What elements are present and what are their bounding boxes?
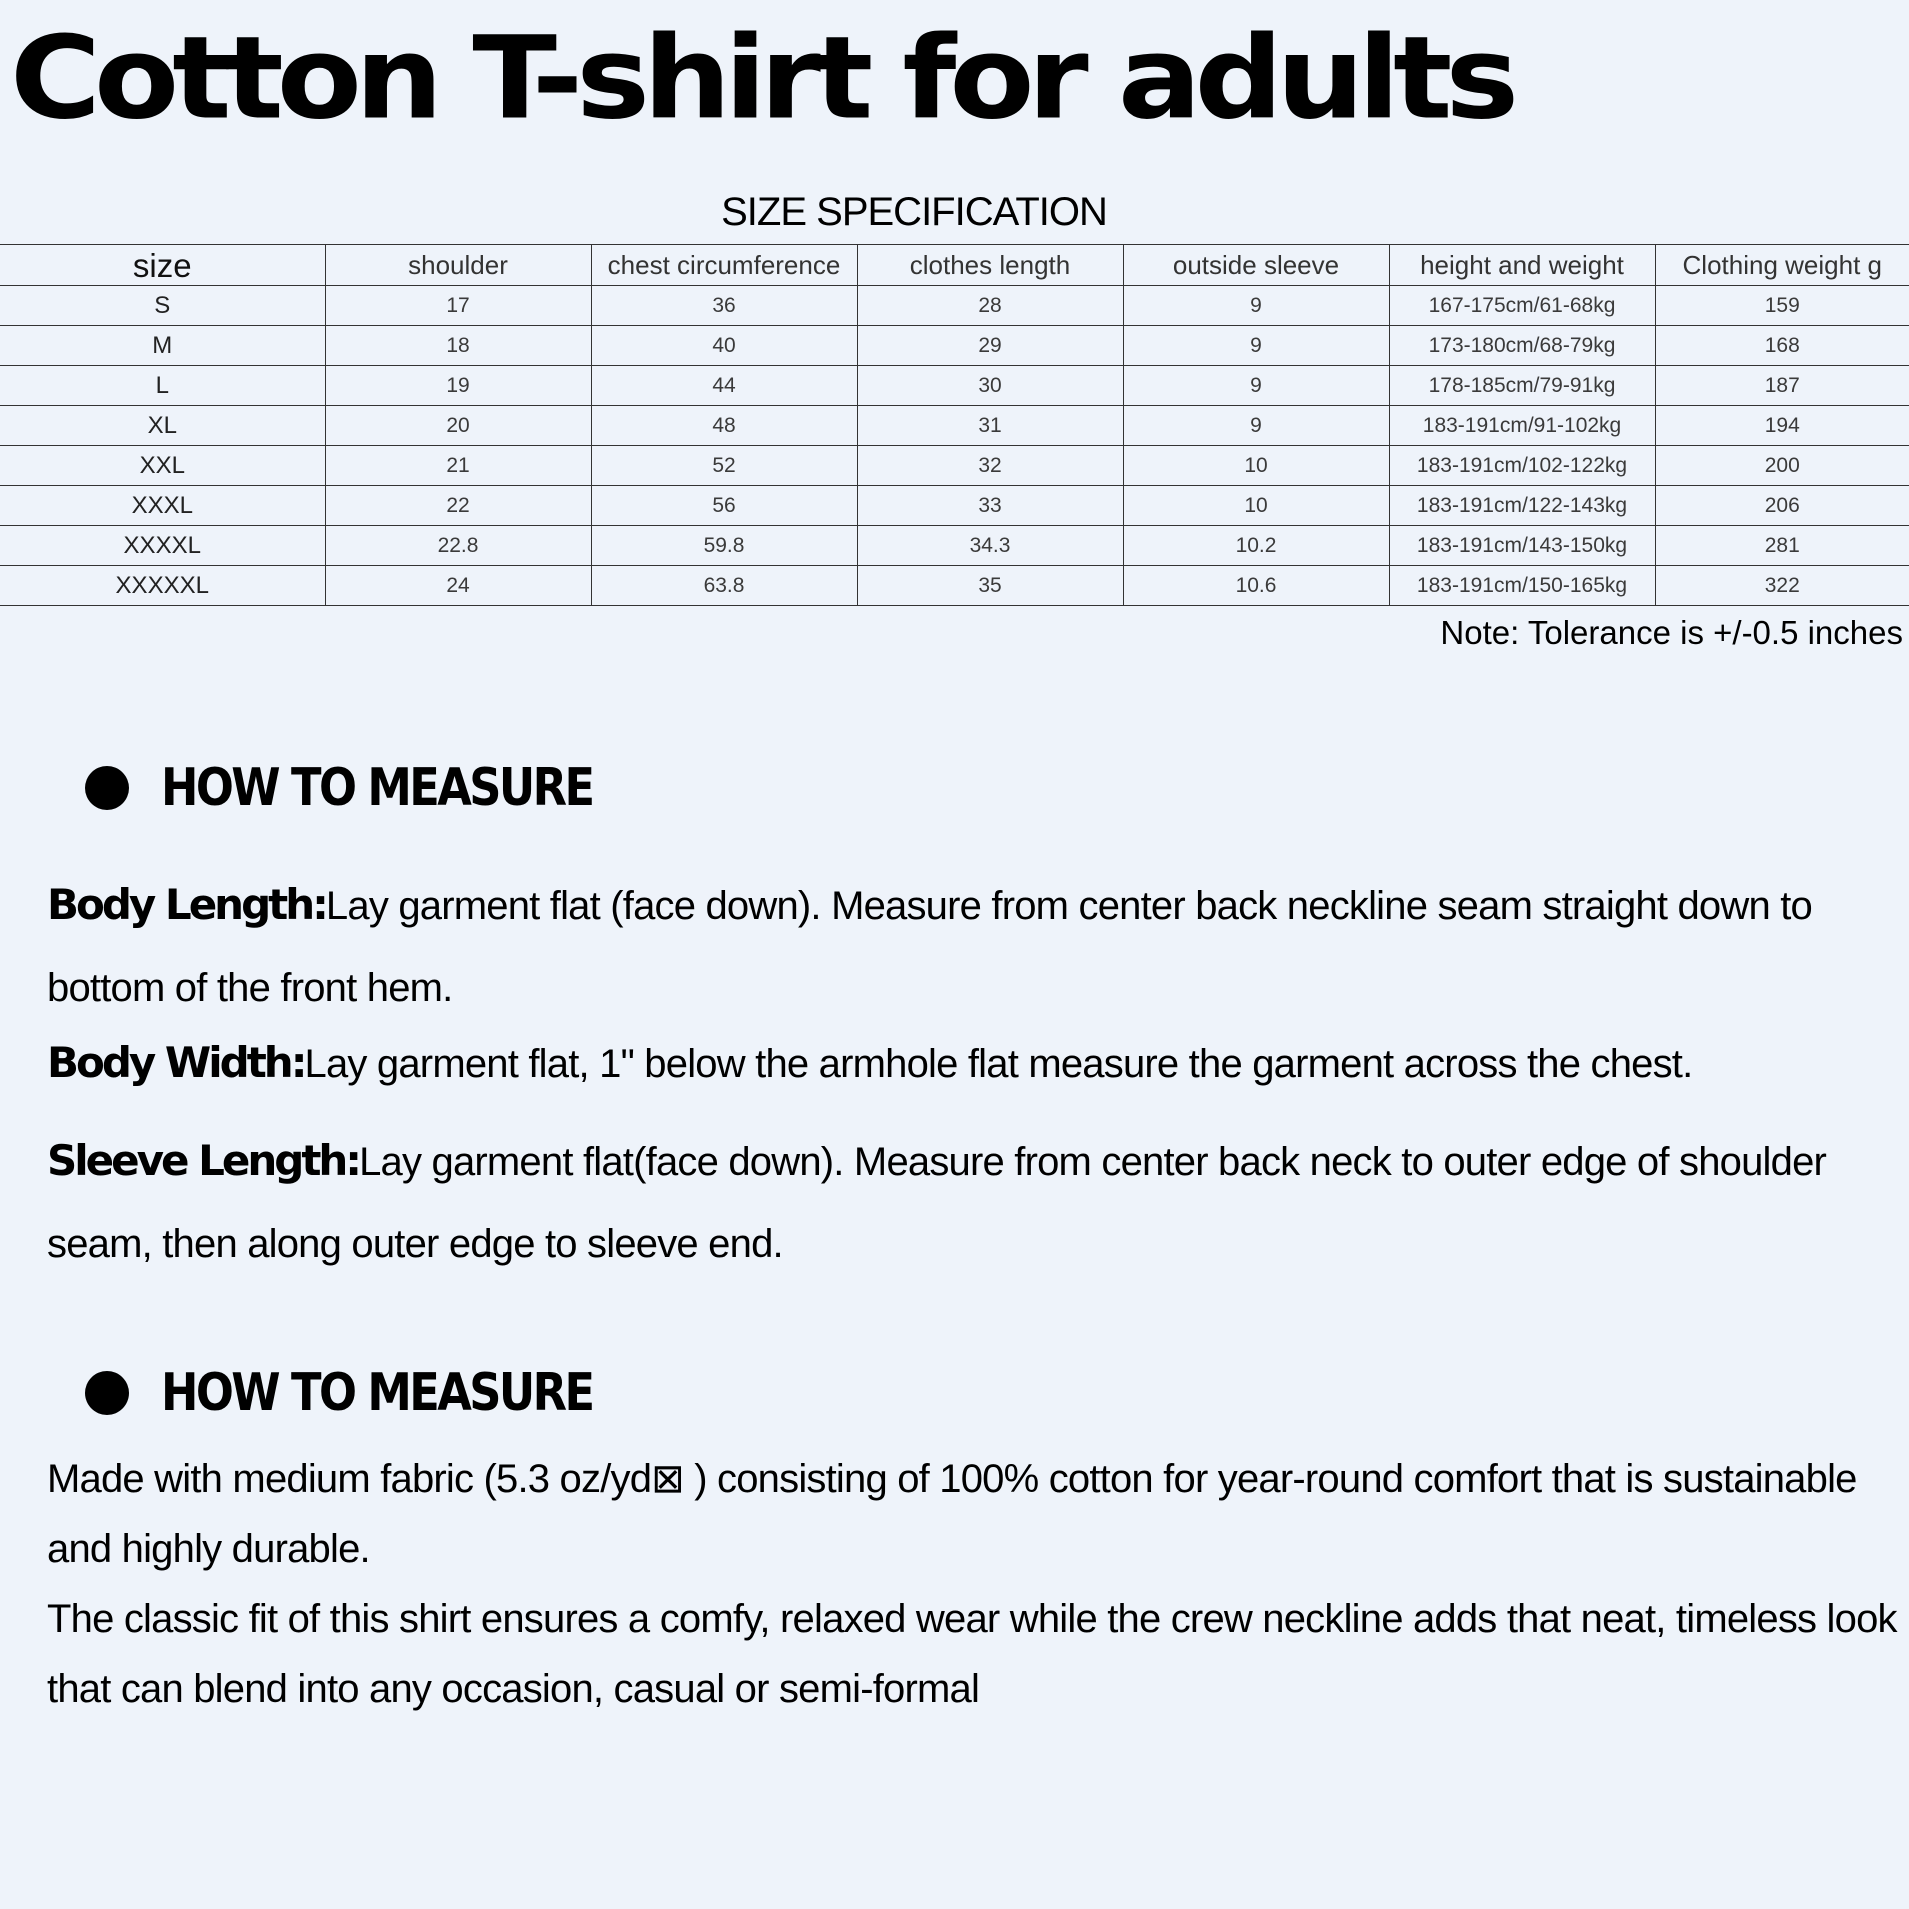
table-cell: 21 xyxy=(325,446,591,486)
fabric-description: Made with medium fabric (5.3 oz/yd⊠ ) consisting of 100% cotton for year-round comfort that is sustainable and highly durable. xyxy=(47,1457,1857,1571)
table-cell: 63.8 xyxy=(591,566,857,606)
table-cell: 30 xyxy=(857,366,1123,406)
section-heading-text: HOW TO MEASURE xyxy=(161,1363,593,1423)
table-cell: 32 xyxy=(857,446,1123,486)
table-cell: 281 xyxy=(1655,526,1909,566)
body-width-label: Body Width: xyxy=(47,1038,305,1087)
table-cell: 10.6 xyxy=(1123,566,1389,606)
table-cell: 20 xyxy=(325,406,591,446)
table-cell: 35 xyxy=(857,566,1123,606)
table-cell: 56 xyxy=(591,486,857,526)
table-cell: 10 xyxy=(1123,446,1389,486)
size-cell: S xyxy=(0,286,325,326)
sleeve-length-text: Lay garment flat(face down). Measure from center back neck to outer edge of shoulder seam, then along outer edge to sleeve end. xyxy=(47,1140,1827,1266)
table-cell: 206 xyxy=(1655,486,1909,526)
table-cell: 194 xyxy=(1655,406,1909,446)
size-specification-table xyxy=(0,244,1909,606)
table-cell: 183-191cm/122-143kg xyxy=(1389,486,1655,526)
body-length-text: Lay garment flat (face down). Measure from center back neckline seam straight down to bottom of the front hem. xyxy=(47,884,1812,1010)
table-cell: 22 xyxy=(325,486,591,526)
section-heading-text: HOW TO MEASURE xyxy=(161,758,593,818)
table-cell: 10.2 xyxy=(1123,526,1389,566)
body-length-label: Body Length: xyxy=(47,880,326,929)
table-cell: 183-191cm/102-122kg xyxy=(1389,446,1655,486)
table-cell: 173-180cm/68-79kg xyxy=(1389,326,1655,366)
table-cell: 9 xyxy=(1123,286,1389,326)
table-cell: 9 xyxy=(1123,406,1389,446)
column-header: chest circumference xyxy=(591,245,857,286)
column-header: size xyxy=(0,245,325,286)
table-cell: 22.8 xyxy=(325,526,591,566)
table-cell: 33 xyxy=(857,486,1123,526)
body-width-text: Lay garment flat, 1" below the armhole flat measure the garment across the chest. xyxy=(304,1042,1693,1086)
table-row xyxy=(0,326,1909,366)
table-cell: 24 xyxy=(325,566,591,606)
table-cell: 9 xyxy=(1123,366,1389,406)
table-row xyxy=(0,286,1909,326)
size-cell: XL xyxy=(0,406,325,446)
table-cell: 159 xyxy=(1655,286,1909,326)
table-cell: 48 xyxy=(591,406,857,446)
table-cell: 10 xyxy=(1123,486,1389,526)
table-cell: 18 xyxy=(325,326,591,366)
size-cell: XXXL xyxy=(0,486,325,526)
how-to-measure-heading xyxy=(85,1363,663,1423)
fit-description: The classic fit of this shirt ensures a comfy, relaxed wear while the crew neckline adds that neat, timeless look that can blend into any occasion, casual or semi-formal xyxy=(47,1597,1897,1711)
size-cell: XXXXL xyxy=(0,526,325,566)
size-cell: M xyxy=(0,326,325,366)
table-cell: 9 xyxy=(1123,326,1389,366)
table-row xyxy=(0,526,1909,566)
table-cell: 322 xyxy=(1655,566,1909,606)
table-caption: SIZE SPECIFICATION xyxy=(721,190,1107,234)
table-cell: 183-191cm/91-102kg xyxy=(1389,406,1655,446)
page-title: Cotton T-shirt for adults xyxy=(10,12,1513,146)
bullet-icon xyxy=(85,766,129,810)
column-header: Clothing weight g xyxy=(1655,245,1909,286)
column-header: height and weight xyxy=(1389,245,1655,286)
bullet-icon xyxy=(85,1371,129,1415)
table-row xyxy=(0,366,1909,406)
size-cell: XXXXXL xyxy=(0,566,325,606)
table-cell: 187 xyxy=(1655,366,1909,406)
table-cell: 29 xyxy=(857,326,1123,366)
table-cell: 44 xyxy=(591,366,857,406)
column-header: shoulder xyxy=(325,245,591,286)
size-cell: XXL xyxy=(0,446,325,486)
tolerance-note: Note: Tolerance is +/-0.5 inches xyxy=(1440,614,1903,651)
sleeve-length-label: Sleeve Length: xyxy=(47,1136,360,1185)
size-cell: L xyxy=(0,366,325,406)
table-cell: 178-185cm/79-91kg xyxy=(1389,366,1655,406)
body-width-instruction xyxy=(47,1027,1897,1100)
table-cell: 59.8 xyxy=(591,526,857,566)
body-length-instruction xyxy=(47,864,1897,1029)
table-cell: 52 xyxy=(591,446,857,486)
how-to-measure-heading xyxy=(85,758,663,818)
table-row xyxy=(0,406,1909,446)
table-cell: 28 xyxy=(857,286,1123,326)
table-cell: 31 xyxy=(857,406,1123,446)
table-header-row xyxy=(0,245,1909,286)
table-cell: 36 xyxy=(591,286,857,326)
table-cell: 200 xyxy=(1655,446,1909,486)
table-cell: 167-175cm/61-68kg xyxy=(1389,286,1655,326)
table-cell: 19 xyxy=(325,366,591,406)
table-cell: 183-191cm/150-165kg xyxy=(1389,566,1655,606)
column-header: clothes length xyxy=(857,245,1123,286)
column-header: outside sleeve xyxy=(1123,245,1389,286)
table-cell: 168 xyxy=(1655,326,1909,366)
table-row xyxy=(0,446,1909,486)
table-row xyxy=(0,566,1909,606)
sleeve-length-instruction xyxy=(47,1120,1897,1285)
table-cell: 34.3 xyxy=(857,526,1123,566)
table-cell: 183-191cm/143-150kg xyxy=(1389,526,1655,566)
table-cell: 17 xyxy=(325,286,591,326)
table-cell: 40 xyxy=(591,326,857,366)
table-row xyxy=(0,486,1909,526)
